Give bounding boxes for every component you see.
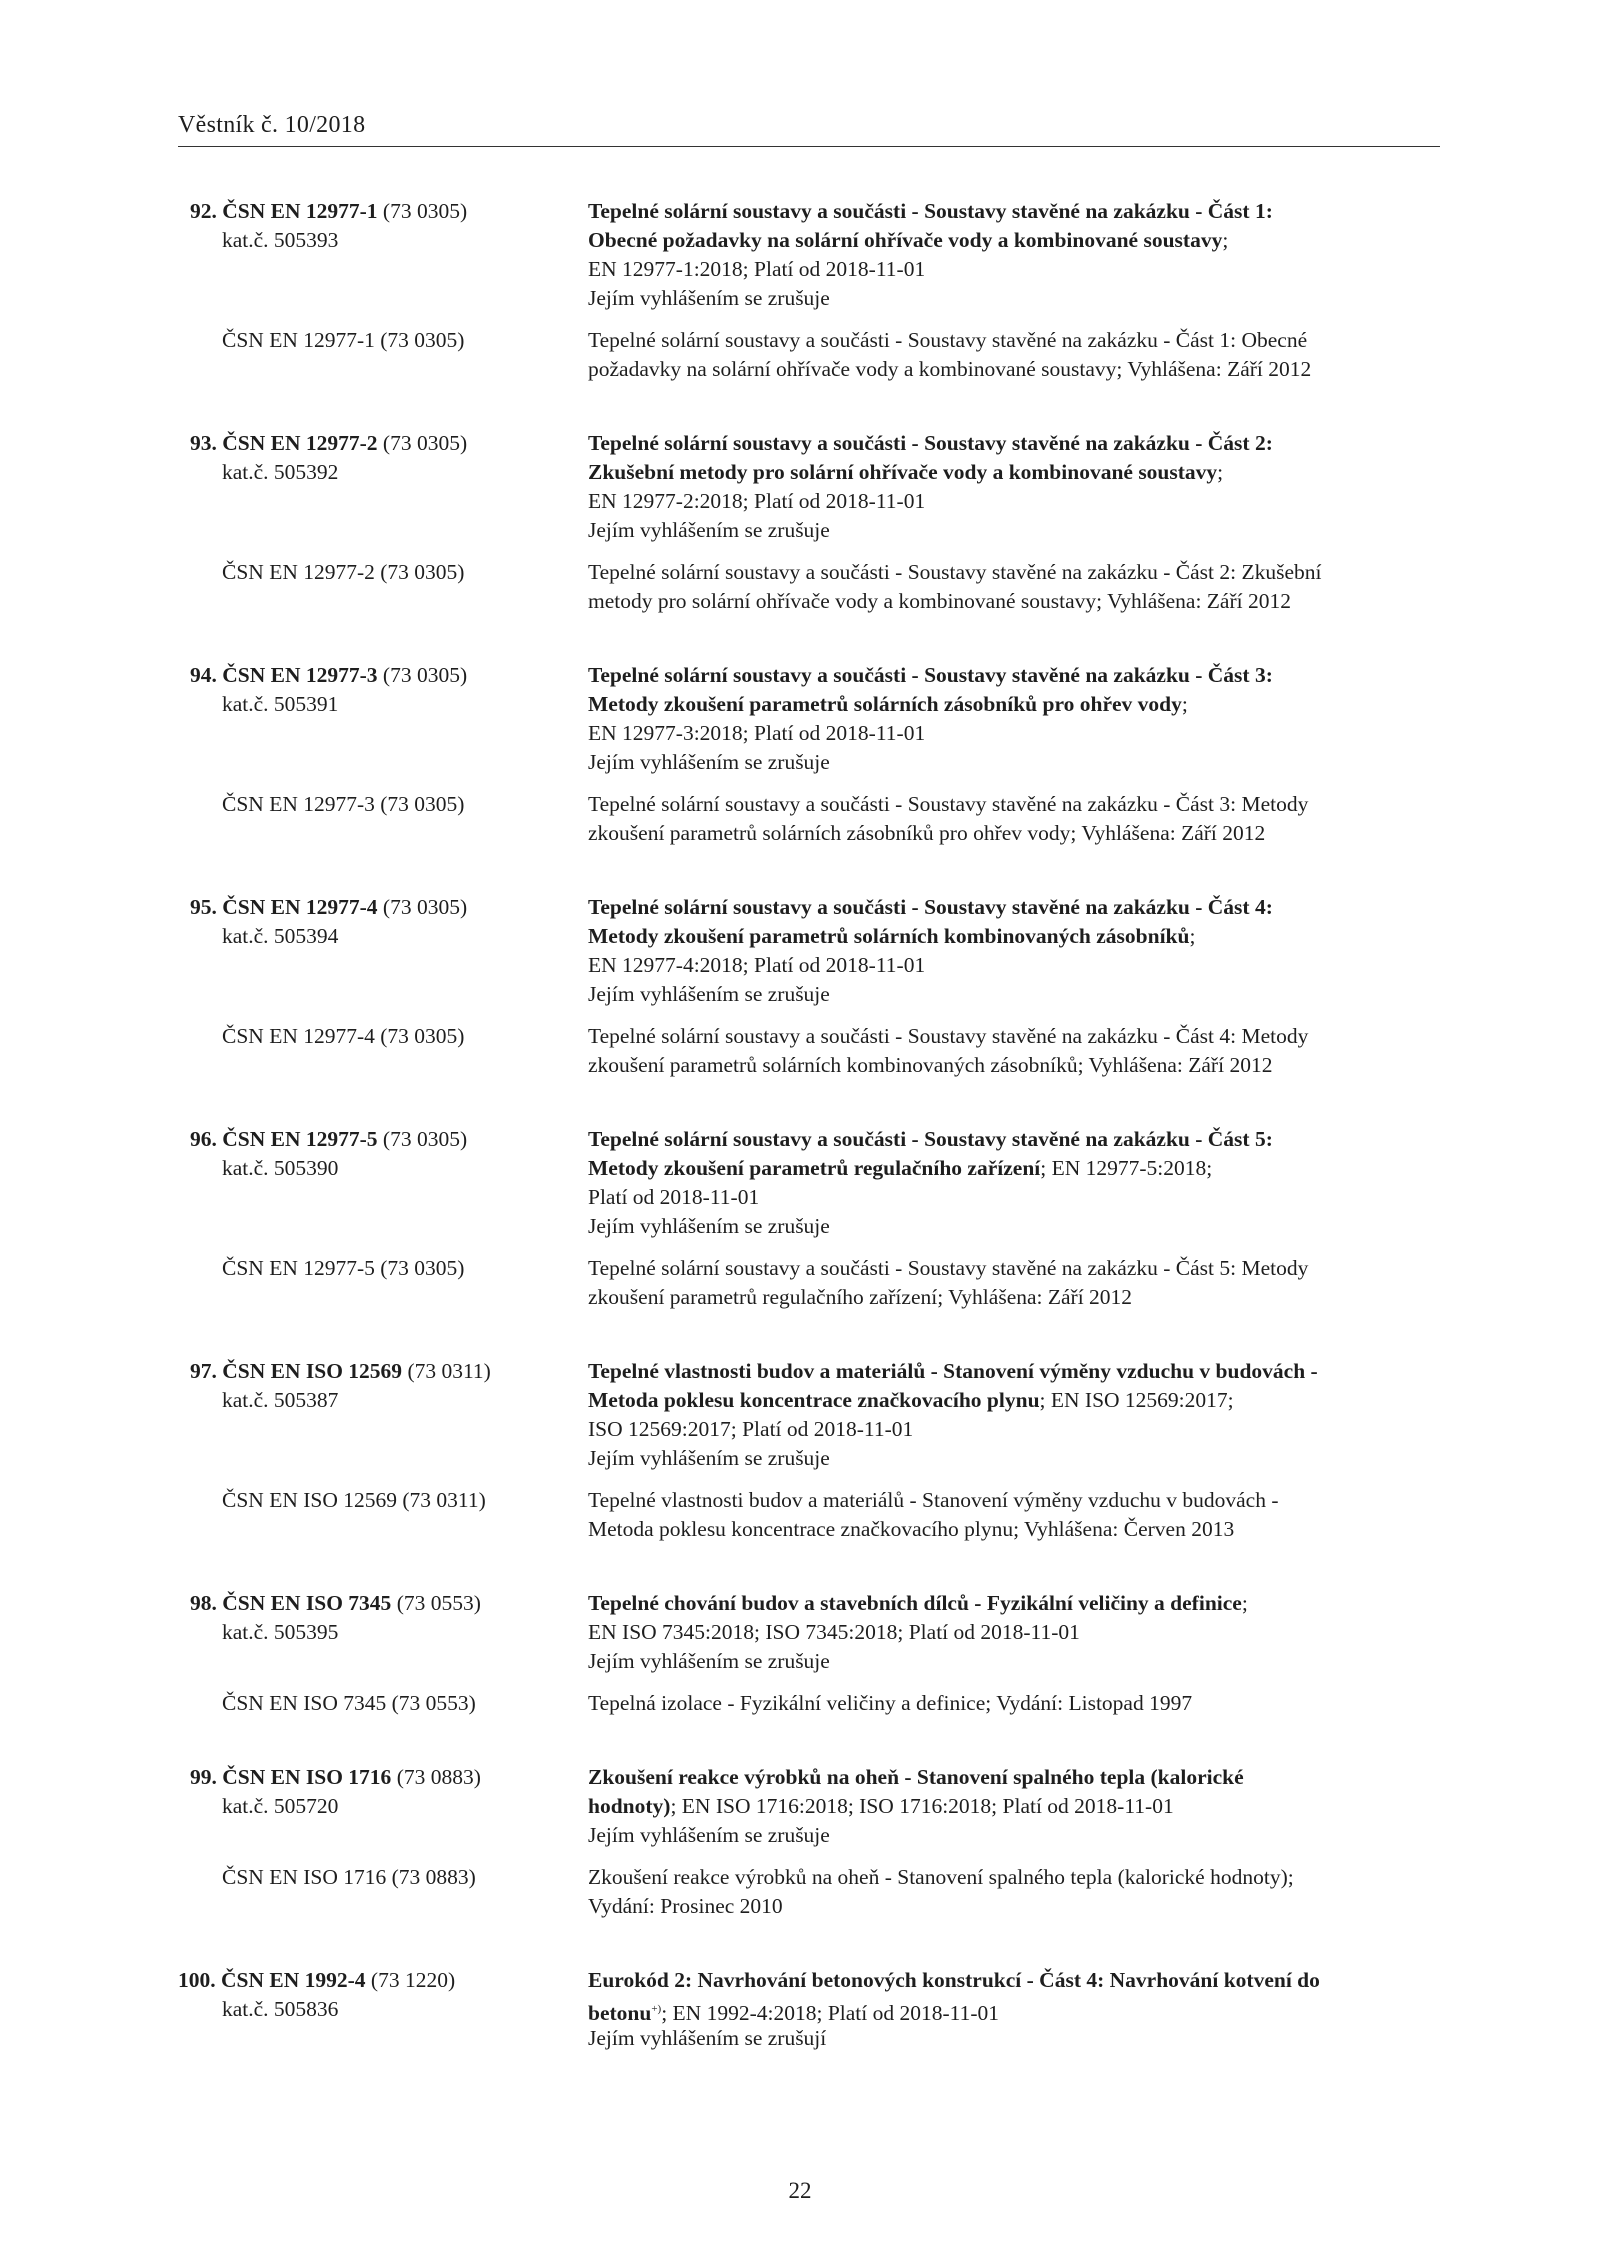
entry-cancels-note: Jejím vyhlášením se zrušuje xyxy=(588,286,830,310)
standard-entry-93: 93. ČSN EN 12977-2 (73 0305) Tepelné solární soustavy a součásti - Soustavy stavěné na zakázku - Část 2: kat.č. 505392 Zkušební metody pro solární ohřívače vody a kombinované soustavy; EN 12977-2:2018; Platí od 2018-11-01 Jejím vyhlášením se zrušuje ČSN EN 12977-2 (73 0305) Tepelné solární soustavy a součásti - Soustavy stavěné na zakázku - Část 2: Zkušební metody pro solární ohřívače vody a kombinované soustavy; Vyhlášena: Září 2012 xyxy=(0,429,1600,616)
entry-validity: ISO 12569:2017; Platí od 2018-11-01 xyxy=(588,1417,914,1441)
page-number: 22 xyxy=(788,2178,812,2203)
entry-title: Tepelné solární soustavy a součásti - Soustavy stavěné na zakázku - Část 5: xyxy=(588,1127,1273,1151)
standard-entry-98 xyxy=(0,1589,1600,1718)
replaced-standard-title: Tepelné solární soustavy a součásti - Soustavy stavěné na zakázku - Část 1: Obecné xyxy=(588,328,1308,352)
entry-title: Tepelné solární soustavy a součásti - Soustavy stavěné na zakázku - Část 3: xyxy=(588,663,1273,687)
entry-validity: EN 12977-4:2018; Platí od 2018-11-01 xyxy=(588,953,926,977)
entry-catalog-number: kat.č. 505387 xyxy=(222,1388,339,1412)
entry-code: 95. ČSN EN 12977-4 (73 0305) xyxy=(190,895,468,919)
entry-catalog-number: kat.č. 505391 xyxy=(222,692,339,716)
entry-code: 94. ČSN EN 12977-3 (73 0305) xyxy=(190,663,468,687)
entry-catalog-number: kat.č. 505836 xyxy=(222,1997,339,2021)
entry-title: Tepelné chování budov a stavebních dílců - Fyzikální veličiny a definice; xyxy=(588,1591,1248,1615)
replaced-standard-code: ČSN EN 12977-1 (73 0305) xyxy=(222,328,465,352)
footnote-marker: +) xyxy=(651,2003,662,2015)
entry-cancels-note: Jejím vyhlášením se zrušuje xyxy=(588,1649,830,1673)
entry-code: 100. ČSN EN 1992-4 (73 1220) xyxy=(178,1968,456,1992)
standard-entry-94: 94. ČSN EN 12977-3 (73 0305) Tepelné solární soustavy a součásti - Soustavy stavěné na zakázku - Část 3: kat.č. 505391 Metody zkoušení parametrů solárních zásobníků pro ohřev vody; EN 12977-3:2018; Platí od 2018-11-01 Jejím vyhlášením se zrušuje ČSN EN 12977-3 (73 0305) Tepelné solární soustavy a součásti - Soustavy stavěné na zakázku - Část 3: Metody zkoušení parametrů solárních zásobníků pro ohřev vody; Vyhlášena: Září 2012 xyxy=(0,661,1600,848)
header-rule xyxy=(178,146,1440,147)
entry-cancels-note: Jejím vyhlášením se zrušují xyxy=(588,2026,827,2050)
replaced-standard-code: ČSN EN 12977-3 (73 0305) xyxy=(222,792,465,816)
entry-cancels-note: Jejím vyhlášením se zrušuje xyxy=(588,1823,830,1847)
entry-catalog-number: kat.č. 505392 xyxy=(222,460,339,484)
replaced-standard-title: Tepelné vlastnosti budov a materiálů - Stanovení výměny vzduchu v budovách - xyxy=(588,1488,1279,1512)
entry-title: Zkoušení reakce výrobků na oheň - Stanovení spalného tepla (kalorické xyxy=(588,1765,1244,1789)
replaced-standard-code: ČSN EN 12977-2 (73 0305) xyxy=(222,560,465,584)
entry-title: Eurokód 2: Navrhování betonových konstrukcí - Část 4: Navrhování kotvení do xyxy=(588,1968,1320,1992)
entry-title: Tepelné solární soustavy a součásti - Soustavy stavěné na zakázku - Část 1: xyxy=(588,199,1273,223)
replaced-standard-title: Tepelné solární soustavy a součásti - Soustavy stavěné na zakázku - Část 3: Metody xyxy=(588,792,1309,816)
entry-validity: EN 12977-3:2018; Platí od 2018-11-01 xyxy=(588,721,926,745)
standard-entry-97: 97. ČSN EN ISO 12569 (73 0311) Tepelné vlastnosti budov a materiálů - Stanovení výměny vzduchu v budovách - kat.č. 505387 Metoda poklesu koncentrace značkovacího plynu; EN ISO 12569:2017; ISO 12569:2017; Platí od 2018-11-01 Jejím vyhlášením se zrušuje ČSN EN ISO 12569 (73 0311) Tepelné vlastnosti budov a materiálů - Stanovení výměny vzduchu v budovách - Metoda poklesu koncentrace značkovacího plynu; Vyhlášena: Červen 2013 xyxy=(0,1357,1600,1544)
entry-code: 97. ČSN EN ISO 12569 (73 0311) xyxy=(190,1359,491,1383)
standard-entry-96: 96. ČSN EN 12977-5 (73 0305) Tepelné solární soustavy a součásti - Soustavy stavěné na zakázku - Část 5: kat.č. 505390 Metody zkoušení parametrů regulačního zařízení; EN 12977-5:2018; Platí od 2018-11-01 Jejím vyhlášením se zrušuje ČSN EN 12977-5 (73 0305) Tepelné solární soustavy a součásti - Soustavy stavěné na zakázku - Část 5: Metody zkoušení parametrů regulačního zařízení; Vyhlášena: Září 2012 xyxy=(0,1125,1600,1312)
entry-cancels-note: Jejím vyhlášením se zrušuje xyxy=(588,982,830,1006)
replaced-standard-title: Zkoušení reakce výrobků na oheň - Stanovení spalného tepla (kalorické hodnoty); xyxy=(588,1865,1294,1889)
entry-title: Tepelné solární soustavy a součásti - Soustavy stavěné na zakázku - Část 4: xyxy=(588,895,1273,919)
replaced-standard-code: ČSN EN ISO 12569 (73 0311) xyxy=(222,1488,486,1512)
standard-entry-100: 100. ČSN EN 1992-4 (73 1220) Eurokód 2: Navrhování betonových konstrukcí - Část 4: Navrhování kotvení do kat.č. 505836 betonu+); EN 1992-4:2018; Platí od 2018-11-01 Jejím vyhlášením se zrušují xyxy=(0,1966,1600,2053)
entry-cancels-note: Jejím vyhlášením se zrušuje xyxy=(588,1446,830,1470)
entry-catalog-number: kat.č. 505395 xyxy=(222,1620,339,1644)
replaced-standard-code: ČSN EN ISO 7345 (73 0553) xyxy=(222,1691,476,1715)
entry-title: Tepelné solární soustavy a součásti - Soustavy stavěné na zakázku - Část 2: xyxy=(588,431,1273,455)
entry-code: 98. ČSN EN ISO 7345 (73 0553) xyxy=(190,1591,481,1615)
replaced-standard-title: Tepelné solární soustavy a součásti - Soustavy stavěné na zakázku - Část 2: Zkušební xyxy=(588,560,1322,584)
standard-entry-95: 95. ČSN EN 12977-4 (73 0305) Tepelné solární soustavy a součásti - Soustavy stavěné na zakázku - Část 4: kat.č. 505394 Metody zkoušení parametrů solárních kombinovaných zásobníků; EN 12977-4:2018; Platí od 2018-11-01 Jejím vyhlášením se zrušuje ČSN EN 12977-4 (73 0305) Tepelné solární soustavy a součásti - Soustavy stavěné na zakázku - Část 4: Metody zkoušení parametrů solárních kombinovaných zásobníků; Vyhlášena: Září 2012 xyxy=(0,893,1600,1080)
standard-entry-99: 99. ČSN EN ISO 1716 (73 0883) Zkoušení reakce výrobků na oheň - Stanovení spalného tepla (kalorické kat.č. 505720 hodnoty); EN ISO 1716:2018; ISO 1716:2018; Platí od 2018-11-01 Jejím vyhlášením se zrušuje ČSN EN ISO 1716 (73 0883) Zkoušení reakce výrobků na oheň - Stanovení spalného tepla (kalorické hodnoty); Vydání: Prosinec 2010 xyxy=(0,1763,1600,1921)
entry-cancels-note: Jejím vyhlášením se zrušuje xyxy=(588,518,830,542)
entry-validity: Platí od 2018-11-01 xyxy=(588,1185,760,1209)
entry-code: 96. ČSN EN 12977-5 (73 0305) xyxy=(190,1127,468,1151)
replaced-standard-code: ČSN EN ISO 1716 (73 0883) xyxy=(222,1865,476,1889)
entry-validity: EN 12977-2:2018; Platí od 2018-11-01 xyxy=(588,489,926,513)
entry-title: Tepelné vlastnosti budov a materiálů - Stanovení výměny vzduchu v budovách - xyxy=(588,1359,1318,1383)
replaced-standard-code: ČSN EN 12977-4 (73 0305) xyxy=(222,1024,465,1048)
replaced-standard-title: Tepelné solární soustavy a součásti - Soustavy stavěné na zakázku - Část 4: Metody xyxy=(588,1024,1309,1048)
entry-catalog-number: kat.č. 505394 xyxy=(222,924,339,948)
replaced-standard-code: ČSN EN 12977-5 (73 0305) xyxy=(222,1256,465,1280)
replaced-standard-title: Tepelné solární soustavy a součásti - Soustavy stavěné na zakázku - Část 5: Metody xyxy=(588,1256,1309,1280)
entry-validity: EN 12977-1:2018; Platí od 2018-11-01 xyxy=(588,257,926,281)
entry-code: 99. ČSN EN ISO 1716 (73 0883) xyxy=(190,1765,481,1789)
standard-entry-92: 92. ČSN EN 12977-1 (73 0305) Tepelné solární soustavy a součásti - Soustavy stavěné na zakázku - Část 1: kat.č. 505393 Obecné požadavky na solární ohřívače vody a kombinované soustavy; EN 12977-1:2018; Platí od 2018-11-01 Jejím vyhlášením se zrušuje ČSN EN 12977-1 (73 0305) Tepelné solární soustavy a součásti - Soustavy stavěné na zakázku - Část 1: Obecné požadavky na solární ohřívače vody a kombinované soustavy; Vyhlášena: Září 2012 xyxy=(0,197,1600,384)
entry-code: 92. ČSN EN 12977-1 (73 0305) xyxy=(190,199,468,223)
entry-cancels-note: Jejím vyhlášením se zrušuje xyxy=(588,1214,830,1238)
entry-catalog-number: kat.č. 505390 xyxy=(222,1156,339,1180)
entry-code: 93. ČSN EN 12977-2 (73 0305) xyxy=(190,431,468,455)
entry-catalog-number: kat.č. 505720 xyxy=(222,1794,339,1818)
replaced-standard-title: Tepelná izolace - Fyzikální veličiny a definice; Vydání: Listopad 1997 xyxy=(588,1691,1193,1715)
entry-validity: EN ISO 7345:2018; ISO 7345:2018; Platí od 2018-11-01 xyxy=(588,1620,1080,1644)
entry-cancels-note: Jejím vyhlášením se zrušuje xyxy=(588,750,830,774)
page-header-title: Věstník č. 10/2018 xyxy=(178,112,366,138)
entry-catalog-number: kat.č. 505393 xyxy=(222,228,339,252)
